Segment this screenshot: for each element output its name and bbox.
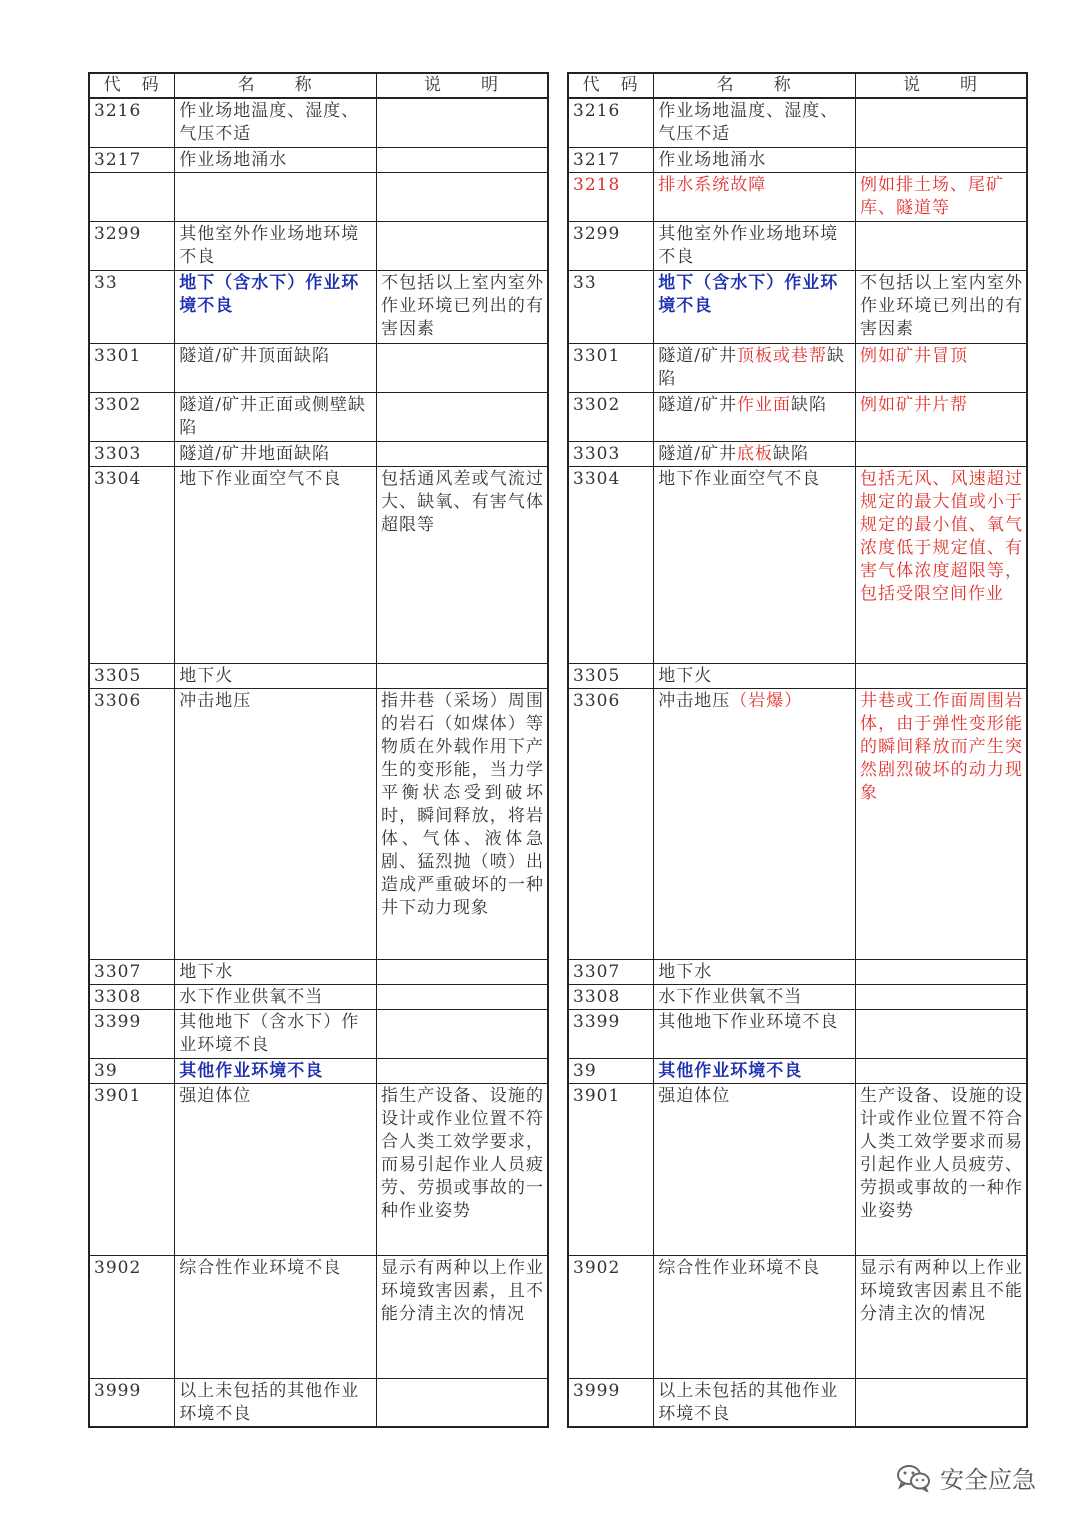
table-row [89, 172, 548, 221]
row-code: 3301 [568, 343, 654, 392]
row-name [654, 688, 856, 959]
table-row [568, 392, 1027, 441]
table-row [568, 98, 1027, 147]
row-name: 隧道/矿井正面或侧壁缺陷 [175, 392, 377, 441]
row-code: 3306 [89, 688, 175, 959]
row-name: 其他室外作业场地环境不良 [654, 221, 856, 270]
row-desc: 显示有两种以上作业环境致害因素且不能分清主次的情况 [856, 1255, 1027, 1378]
row-name: 水下作业供氧不当 [175, 984, 377, 1009]
row-code: 3902 [89, 1255, 175, 1378]
row-code: 3218 [568, 172, 654, 221]
row-code: 3217 [89, 147, 175, 172]
row-code: 3299 [568, 221, 654, 270]
row-code: 39 [568, 1058, 654, 1083]
row-name: 隧道/矿井地面缺陷 [175, 441, 377, 466]
table-row [89, 984, 548, 1009]
name-part: 隧道/矿井 [658, 443, 737, 464]
row-name: 其他室外作业场地环境不良 [175, 221, 377, 270]
row-code: 3216 [568, 98, 654, 147]
row-name: 地下（含水下）作业环境不良 [175, 270, 377, 343]
table-row [568, 172, 1027, 221]
row-desc: 不包括以上室内室外作业环境已列出的有害因素 [377, 270, 548, 343]
row-name: 作业场地涌水 [654, 147, 856, 172]
name-part: 缺陷 [772, 443, 809, 464]
table-row [89, 392, 548, 441]
row-desc [856, 441, 1027, 466]
row-desc: 生产设备、设施的设计或作业位置不符合人类工效学要求而易引起作业人员疲劳、劳损或事故的一种作业姿势 [856, 1083, 1027, 1255]
header-desc: 说 明 [377, 73, 548, 98]
row-name [654, 441, 856, 466]
row-desc [377, 1378, 548, 1427]
row-name: 地下作业面空气不良 [175, 466, 377, 663]
table-row [568, 688, 1027, 959]
row-desc [377, 984, 548, 1009]
row-code: 3999 [89, 1378, 175, 1427]
row-name: 以上未包括的其他作业环境不良 [654, 1378, 856, 1427]
row-name: 地下水 [654, 959, 856, 984]
row-name: 其他作业环境不良 [175, 1058, 377, 1083]
wechat-icon [896, 1464, 932, 1492]
row-name: 强迫体位 [654, 1083, 856, 1255]
table-row [568, 343, 1027, 392]
name-revised-part: 底板 [736, 443, 773, 464]
table-row [568, 959, 1027, 984]
row-code: 3901 [89, 1083, 175, 1255]
header-code: 代 码 [568, 73, 654, 98]
right-classification-table [567, 72, 1028, 1428]
row-code: 3902 [568, 1255, 654, 1378]
table-row [89, 441, 548, 466]
row-desc [377, 441, 548, 466]
row-desc [377, 663, 548, 688]
row-code: 3307 [568, 959, 654, 984]
table-row [568, 663, 1027, 688]
row-code: 3308 [89, 984, 175, 1009]
row-desc: 包括通风差或气流过大、缺氧、有害气体超限等 [377, 466, 548, 663]
row-desc [377, 147, 548, 172]
header-code: 代 码 [89, 73, 175, 98]
row-code: 3305 [89, 663, 175, 688]
row-code: 3307 [89, 959, 175, 984]
row-desc [856, 984, 1027, 1009]
row-name [654, 343, 856, 392]
table-row [89, 1058, 548, 1083]
row-code: 3217 [568, 147, 654, 172]
table-row [89, 1255, 548, 1378]
name-revised-part: （岩爆） [730, 690, 803, 711]
row-code: 3216 [89, 98, 175, 147]
row-name: 其他地下（含水下）作业环境不良 [175, 1009, 377, 1058]
row-desc: 不包括以上室内室外作业环境已列出的有害因素 [856, 270, 1027, 343]
row-name: 隧道/矿井顶面缺陷 [175, 343, 377, 392]
row-code: 39 [89, 1058, 175, 1083]
name-part: 隧道/矿井 [658, 345, 737, 366]
name-part: 冲击地压 [658, 690, 731, 711]
table-row [568, 1083, 1027, 1255]
table-header-row [568, 73, 1027, 98]
row-name: 作业场地温度、湿度、气压不适 [175, 98, 377, 147]
table-row [568, 1058, 1027, 1083]
table-row [89, 343, 548, 392]
row-desc [377, 172, 548, 221]
row-desc [377, 98, 548, 147]
table-row [89, 688, 548, 959]
table-row [568, 221, 1027, 270]
row-desc [377, 1058, 548, 1083]
name-part: 缺陷 [658, 345, 845, 389]
row-desc [856, 959, 1027, 984]
row-desc: 包括无风、风速超过规定的最大值或小于规定的最小值、氧气浓度低于规定值、有害气体浓度超限等，包括受限空间作业 [856, 466, 1027, 663]
header-name: 名 称 [175, 73, 377, 98]
table-row [568, 147, 1027, 172]
table-row [568, 1009, 1027, 1058]
row-name: 地下（含水下）作业环境不良 [654, 270, 856, 343]
row-name: 地下火 [175, 663, 377, 688]
row-code: 3302 [89, 392, 175, 441]
table-row [568, 270, 1027, 343]
row-desc [856, 98, 1027, 147]
table-row [89, 1083, 548, 1255]
table-row [89, 98, 548, 147]
header-name: 名 称 [654, 73, 856, 98]
row-code: 3302 [568, 392, 654, 441]
row-name: 地下水 [175, 959, 377, 984]
row-name: 综合性作业环境不良 [175, 1255, 377, 1378]
table-row [568, 1378, 1027, 1427]
name-part: 隧道/矿井 [658, 394, 737, 415]
table-row [89, 147, 548, 172]
row-desc: 井巷或工作面周围岩体，由于弹性变形能的瞬间释放而产生突然剧烈破坏的动力现象 [856, 688, 1027, 959]
row-code: 3399 [89, 1009, 175, 1058]
row-code: 3304 [89, 466, 175, 663]
row-desc [856, 1058, 1027, 1083]
row-desc: 例如矿井冒顶 [856, 343, 1027, 392]
row-desc [856, 1009, 1027, 1058]
table-row [568, 441, 1027, 466]
row-desc [856, 663, 1027, 688]
row-code: 3299 [89, 221, 175, 270]
name-part: 缺陷 [790, 394, 827, 415]
row-name: 水下作业供氧不当 [654, 984, 856, 1009]
row-name: 其他地下作业环境不良 [654, 1009, 856, 1058]
table-row [89, 1378, 548, 1427]
table-header-row [89, 73, 548, 98]
row-code: 3399 [568, 1009, 654, 1058]
row-desc: 指生产设备、设施的设计或作业位置不符合人类工效学要求，而易引起作业人员疲劳、劳损或事故的一种作业姿势 [377, 1083, 548, 1255]
watermark [896, 1460, 1036, 1495]
row-code: 3303 [568, 441, 654, 466]
table-row [89, 270, 548, 343]
header-desc: 说 明 [856, 73, 1027, 98]
row-desc: 显示有两种以上作业环境致害因素，且不能分清主次的情况 [377, 1255, 548, 1378]
row-desc: 指井巷（采场）周围的岩石（如煤体）等物质在外载作用下产生的变形能，当力学平衡状态受到破坏时，瞬间释放，将岩体、气体、液体急剧、猛烈抛（喷）出造成严重破坏的一种井下动力现象 [377, 688, 548, 959]
row-name: 作业场地涌水 [175, 147, 377, 172]
row-desc: 例如排土场、尾矿库、隧道等 [856, 172, 1027, 221]
row-code: 33 [568, 270, 654, 343]
row-code: 3303 [89, 441, 175, 466]
table-row [568, 466, 1027, 663]
table-row [89, 1009, 548, 1058]
row-desc [377, 1009, 548, 1058]
row-desc [856, 1378, 1027, 1427]
row-code: 3306 [568, 688, 654, 959]
row-desc [856, 221, 1027, 270]
table-row [89, 466, 548, 663]
row-code [89, 172, 175, 221]
row-desc [377, 392, 548, 441]
row-code: 3304 [568, 466, 654, 663]
table-row [89, 221, 548, 270]
row-desc [856, 147, 1027, 172]
row-name: 其他作业环境不良 [654, 1058, 856, 1083]
row-desc [377, 343, 548, 392]
row-code: 33 [89, 270, 175, 343]
row-code: 3305 [568, 663, 654, 688]
row-name: 以上未包括的其他作业环境不良 [175, 1378, 377, 1427]
table-row [568, 1255, 1027, 1378]
table-row [568, 984, 1027, 1009]
row-name [654, 392, 856, 441]
row-name: 排水系统故障 [654, 172, 856, 221]
row-name: 地下作业面空气不良 [654, 466, 856, 663]
name-revised-part: 作业面 [736, 394, 791, 415]
table-row [89, 663, 548, 688]
row-code: 3901 [568, 1083, 654, 1255]
row-name: 冲击地压 [175, 688, 377, 959]
watermark-text: 安全应急 [940, 1466, 1036, 1494]
row-name: 地下火 [654, 663, 856, 688]
table-row [89, 959, 548, 984]
row-name: 综合性作业环境不良 [654, 1255, 856, 1378]
row-desc [377, 959, 548, 984]
row-name [175, 172, 377, 221]
row-code: 3301 [89, 343, 175, 392]
name-revised-part: 顶板或巷帮 [736, 345, 827, 366]
row-desc: 例如矿井片帮 [856, 392, 1027, 441]
row-code: 3308 [568, 984, 654, 1009]
row-name: 强迫体位 [175, 1083, 377, 1255]
row-code: 3999 [568, 1378, 654, 1427]
row-desc [377, 221, 548, 270]
left-classification-table [88, 72, 549, 1428]
row-name: 作业场地温度、湿度、气压不适 [654, 98, 856, 147]
